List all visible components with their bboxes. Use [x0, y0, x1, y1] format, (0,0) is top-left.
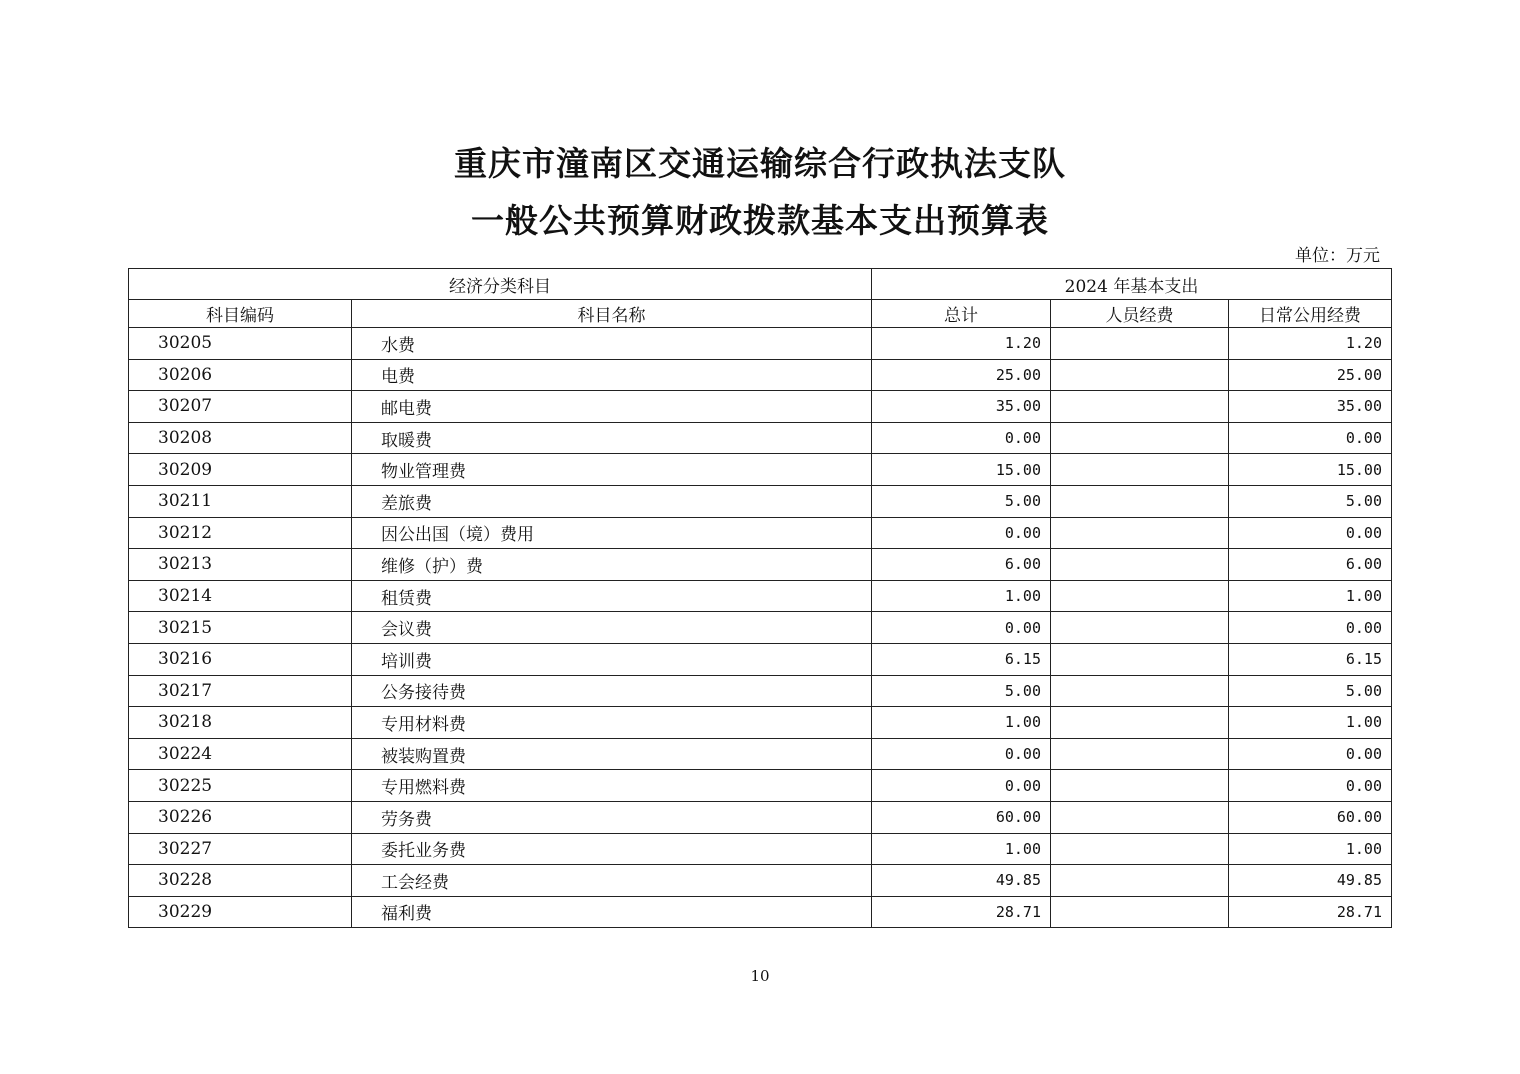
- table-row: [129, 485, 1392, 517]
- total-cell: 60.00: [872, 801, 1051, 833]
- total-cell: 5.00: [872, 675, 1051, 707]
- header-column-row: [129, 300, 1392, 328]
- public-cell: 0.00: [1229, 422, 1392, 454]
- header-name: 科目名称: [352, 300, 872, 328]
- table-row: [129, 580, 1392, 612]
- table-row: [129, 612, 1392, 644]
- public-cell: 49.85: [1229, 865, 1392, 897]
- name-cell: 因公出国（境）费用: [352, 517, 872, 549]
- personnel-cell: [1051, 612, 1229, 644]
- personnel-cell: [1051, 422, 1229, 454]
- header-total: 总计: [872, 300, 1051, 328]
- name-cell: 取暖费: [352, 422, 872, 454]
- table-row: [129, 328, 1392, 360]
- code-cell: 30211: [129, 485, 352, 517]
- table-row: [129, 801, 1392, 833]
- name-cell: 委托业务费: [352, 833, 872, 865]
- total-cell: 1.00: [872, 580, 1051, 612]
- personnel-cell: [1051, 896, 1229, 928]
- public-cell: 1.20: [1229, 328, 1392, 360]
- total-cell: 15.00: [872, 454, 1051, 486]
- code-cell: 30208: [129, 422, 352, 454]
- personnel-cell: [1051, 643, 1229, 675]
- name-cell: 劳务费: [352, 801, 872, 833]
- table-row: [129, 833, 1392, 865]
- total-cell: 6.00: [872, 549, 1051, 581]
- personnel-cell: [1051, 391, 1229, 423]
- table-row: [129, 517, 1392, 549]
- personnel-cell: [1051, 454, 1229, 486]
- code-cell: 30227: [129, 833, 352, 865]
- personnel-cell: [1051, 549, 1229, 581]
- name-cell: 培训费: [352, 643, 872, 675]
- total-cell: 0.00: [872, 770, 1051, 802]
- total-cell: 0.00: [872, 422, 1051, 454]
- code-cell: 30217: [129, 675, 352, 707]
- name-cell: 专用燃料费: [352, 770, 872, 802]
- personnel-cell: [1051, 675, 1229, 707]
- table-row: [129, 738, 1392, 770]
- name-cell: 公务接待费: [352, 675, 872, 707]
- code-cell: 30209: [129, 454, 352, 486]
- code-cell: 30212: [129, 517, 352, 549]
- table-row: [129, 391, 1392, 423]
- table-row: [129, 707, 1392, 739]
- total-cell: 0.00: [872, 738, 1051, 770]
- personnel-cell: [1051, 485, 1229, 517]
- public-cell: 0.00: [1229, 517, 1392, 549]
- public-cell: 5.00: [1229, 485, 1392, 517]
- total-cell: 28.71: [872, 896, 1051, 928]
- header-group-row: [129, 269, 1392, 300]
- public-cell: 15.00: [1229, 454, 1392, 486]
- name-cell: 福利费: [352, 896, 872, 928]
- code-cell: 30224: [129, 738, 352, 770]
- total-cell: 1.00: [872, 833, 1051, 865]
- page-title-line2: 一般公共预算财政拨款基本支出预算表: [471, 201, 1049, 240]
- public-cell: 6.15: [1229, 643, 1392, 675]
- name-cell: 被装购置费: [352, 738, 872, 770]
- total-cell: 1.00: [872, 707, 1051, 739]
- total-cell: 6.15: [872, 643, 1051, 675]
- personnel-cell: [1051, 580, 1229, 612]
- personnel-cell: [1051, 328, 1229, 360]
- header-code: 科目编码: [129, 300, 352, 328]
- code-cell: 30228: [129, 865, 352, 897]
- table-row: [129, 643, 1392, 675]
- code-cell: 30213: [129, 549, 352, 581]
- personnel-cell: [1051, 801, 1229, 833]
- public-cell: 25.00: [1229, 359, 1392, 391]
- total-cell: 5.00: [872, 485, 1051, 517]
- page-number: 10: [750, 967, 770, 985]
- public-cell: 5.00: [1229, 675, 1392, 707]
- table-row: [129, 359, 1392, 391]
- page-title-line1: 重庆市潼南区交通运输综合行政执法支队: [454, 144, 1066, 183]
- personnel-cell: [1051, 770, 1229, 802]
- table-row: [129, 770, 1392, 802]
- code-cell: 30214: [129, 580, 352, 612]
- budget-table: [128, 268, 1392, 928]
- name-cell: 邮电费: [352, 391, 872, 423]
- code-cell: 30215: [129, 612, 352, 644]
- personnel-cell: [1051, 359, 1229, 391]
- name-cell: 维修（护）费: [352, 549, 872, 581]
- unit-label: 单位：万元: [1295, 246, 1380, 266]
- code-cell: 30216: [129, 643, 352, 675]
- header-public: 日常公用经费: [1229, 300, 1392, 328]
- total-cell: 35.00: [872, 391, 1051, 423]
- name-cell: 差旅费: [352, 485, 872, 517]
- code-cell: 30205: [129, 328, 352, 360]
- code-cell: 30218: [129, 707, 352, 739]
- public-cell: 6.00: [1229, 549, 1392, 581]
- table-row: [129, 896, 1392, 928]
- name-cell: 会议费: [352, 612, 872, 644]
- header-basic-expenditure: 2024 年基本支出: [872, 269, 1392, 300]
- table-row: [129, 549, 1392, 581]
- header-personnel: 人员经费: [1051, 300, 1229, 328]
- table-row: [129, 454, 1392, 486]
- personnel-cell: [1051, 833, 1229, 865]
- code-cell: 30225: [129, 770, 352, 802]
- name-cell: 租赁费: [352, 580, 872, 612]
- code-cell: 30207: [129, 391, 352, 423]
- total-cell: 0.00: [872, 612, 1051, 644]
- public-cell: 0.00: [1229, 612, 1392, 644]
- header-economic-classification: 经济分类科目: [129, 269, 872, 300]
- table-row: [129, 422, 1392, 454]
- public-cell: 28.71: [1229, 896, 1392, 928]
- code-cell: 30206: [129, 359, 352, 391]
- total-cell: 0.00: [872, 517, 1051, 549]
- personnel-cell: [1051, 865, 1229, 897]
- public-cell: 1.00: [1229, 833, 1392, 865]
- personnel-cell: [1051, 707, 1229, 739]
- total-cell: 49.85: [872, 865, 1051, 897]
- name-cell: 工会经费: [352, 865, 872, 897]
- name-cell: 水费: [352, 328, 872, 360]
- total-cell: 25.00: [872, 359, 1051, 391]
- public-cell: 35.00: [1229, 391, 1392, 423]
- total-cell: 1.20: [872, 328, 1051, 360]
- public-cell: 1.00: [1229, 580, 1392, 612]
- name-cell: 专用材料费: [352, 707, 872, 739]
- table-row: [129, 675, 1392, 707]
- public-cell: 1.00: [1229, 707, 1392, 739]
- public-cell: 0.00: [1229, 770, 1392, 802]
- name-cell: 电费: [352, 359, 872, 391]
- personnel-cell: [1051, 738, 1229, 770]
- personnel-cell: [1051, 517, 1229, 549]
- public-cell: 0.00: [1229, 738, 1392, 770]
- code-cell: 30229: [129, 896, 352, 928]
- code-cell: 30226: [129, 801, 352, 833]
- name-cell: 物业管理费: [352, 454, 872, 486]
- public-cell: 60.00: [1229, 801, 1392, 833]
- table-row: [129, 865, 1392, 897]
